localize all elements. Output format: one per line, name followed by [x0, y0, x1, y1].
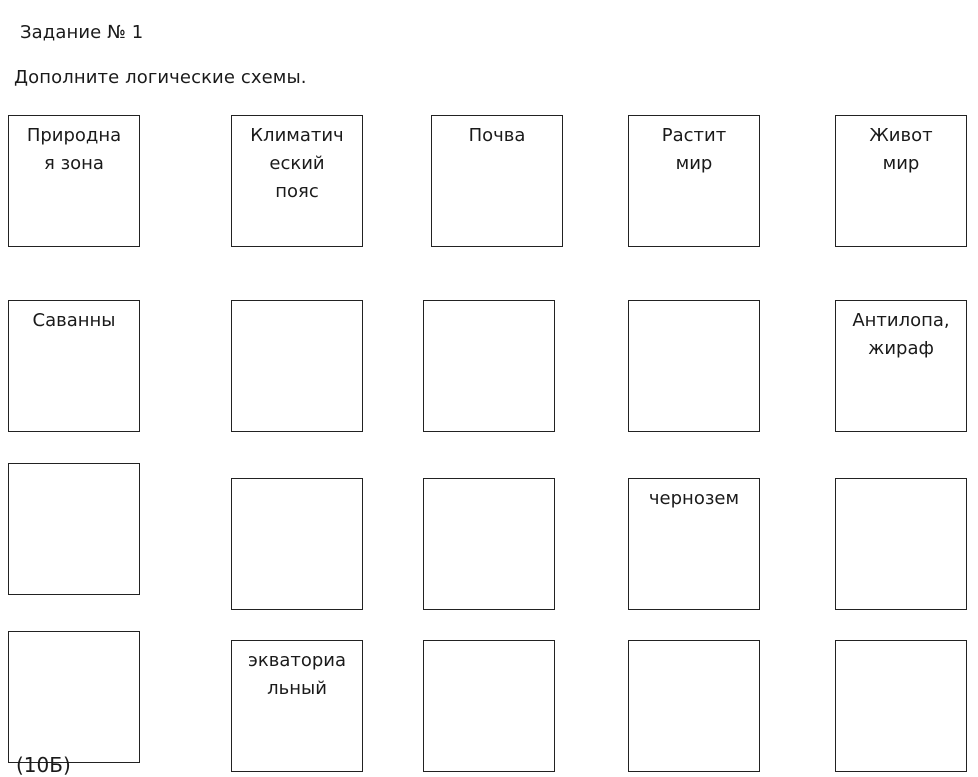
score-note: (10Б)	[16, 753, 71, 777]
row1-cell-natural-zone: Саванны	[8, 300, 140, 432]
row3-cell-soil	[423, 640, 555, 772]
row1-cell-climate-belt	[231, 300, 363, 432]
header-cell-climate-belt: Климатич еский пояс	[231, 115, 363, 247]
row3-cell-climate-belt: экваториа льный	[231, 640, 363, 772]
row3-cell-flora	[628, 640, 760, 772]
row3-cell-natural-zone	[8, 631, 140, 763]
row3-cell-fauna	[835, 640, 967, 772]
header-cell-flora: Растит мир	[628, 115, 760, 247]
row2-cell-natural-zone	[8, 463, 140, 595]
row1-cell-fauna: Антилопа, жираф	[835, 300, 967, 432]
task-title: Задание № 1	[20, 22, 144, 43]
task-instruction: Дополните логические схемы.	[14, 67, 307, 88]
header-cell-fauna: Живот мир	[835, 115, 967, 247]
header-cell-soil: Почва	[431, 115, 563, 247]
row2-cell-soil	[423, 478, 555, 610]
header-cell-natural-zone: Природна я зона	[8, 115, 140, 247]
row1-cell-flora	[628, 300, 760, 432]
row2-cell-fauna	[835, 478, 967, 610]
row2-cell-climate-belt	[231, 478, 363, 610]
row1-cell-soil	[423, 300, 555, 432]
row2-cell-flora: чернозем	[628, 478, 760, 610]
